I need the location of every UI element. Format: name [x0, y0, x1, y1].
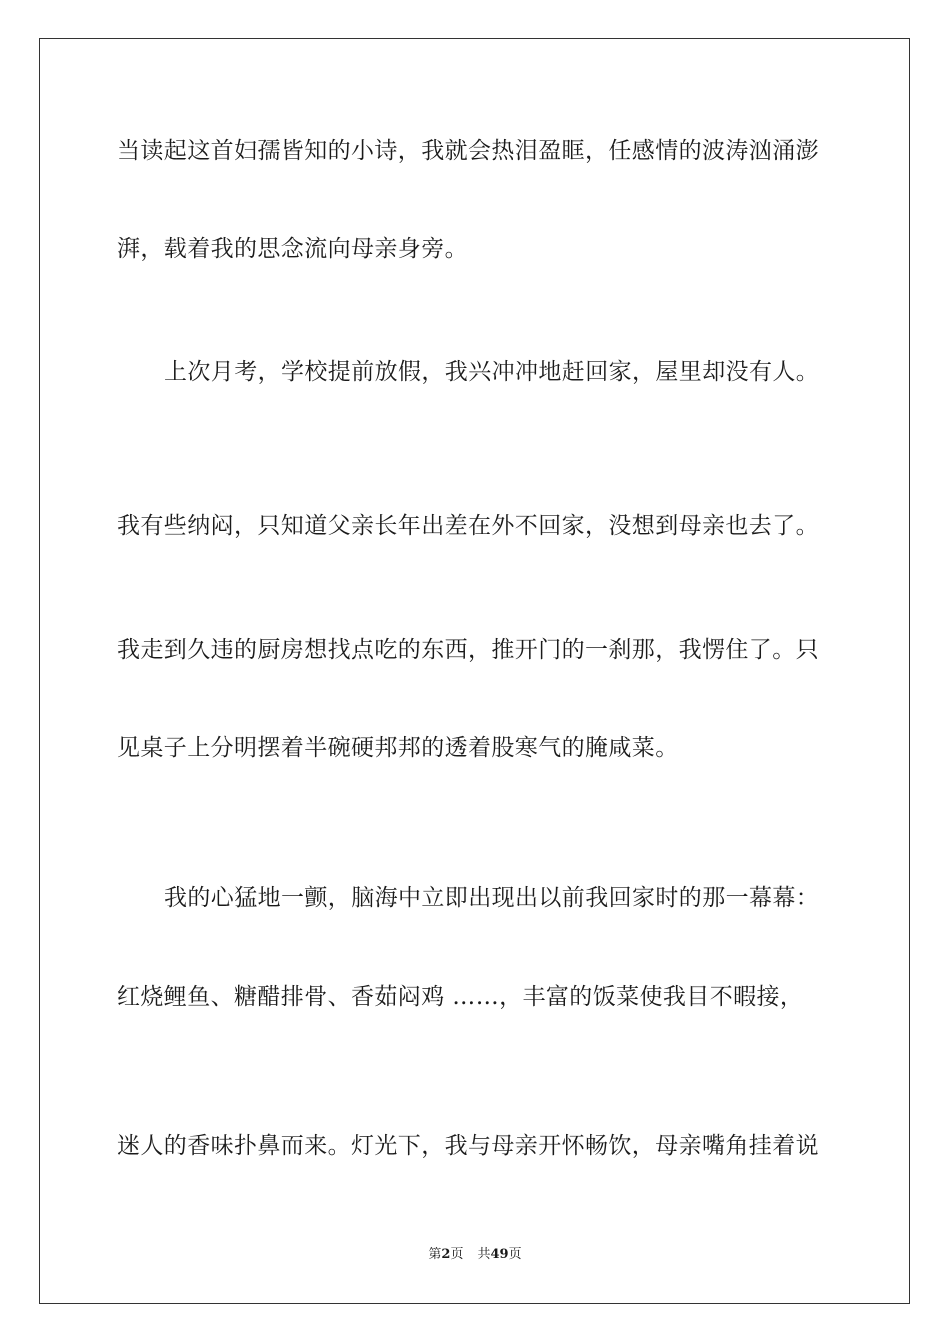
page-frame — [39, 38, 910, 1304]
text-line-7: 我的心猛地一颤，脑海中立即出现出以前我回家时的那一幕幕： — [164, 885, 820, 911]
page-suffix: 页 — [450, 1247, 464, 1262]
text-line-5: 我走到久违的厨房想找点吃的东西，推开门的一刹那，我愣住了。只 — [117, 637, 819, 663]
text-line-6: 见桌子上分明摆着半碗硬邦邦的透着股寒气的腌咸菜。 — [117, 735, 679, 761]
page-footer — [0, 1246, 950, 1264]
total-suffix: 页 — [508, 1247, 522, 1262]
total-prefix: 共 — [477, 1247, 491, 1262]
total-pages: 49 — [490, 1247, 509, 1262]
text-line-9: 迷人的香味扑鼻而来。灯光下，我与母亲开怀畅饮，母亲嘴角挂着说 — [117, 1133, 819, 1159]
text-line-4: 我有些纳闷，只知道父亲长年出差在外不回家，没想到母亲也去了。 — [117, 513, 819, 539]
text-line-3: 上次月考，学校提前放假，我兴冲冲地赶回家，屋里却没有人。 — [164, 359, 820, 385]
text-line-1: 当读起这首妇孺皆知的小诗，我就会热泪盈眶，任感情的波涛汹涌澎 — [117, 138, 819, 164]
text-line-2: 湃，载着我的思念流向母亲身旁。 — [117, 236, 468, 262]
page-number: 2 — [441, 1247, 451, 1262]
text-line-8: 红烧鲤鱼、糖醋排骨、香茹闷鸡 ……，丰富的饭菜使我目不暇接， — [117, 984, 804, 1010]
page-prefix: 第 — [428, 1247, 442, 1262]
